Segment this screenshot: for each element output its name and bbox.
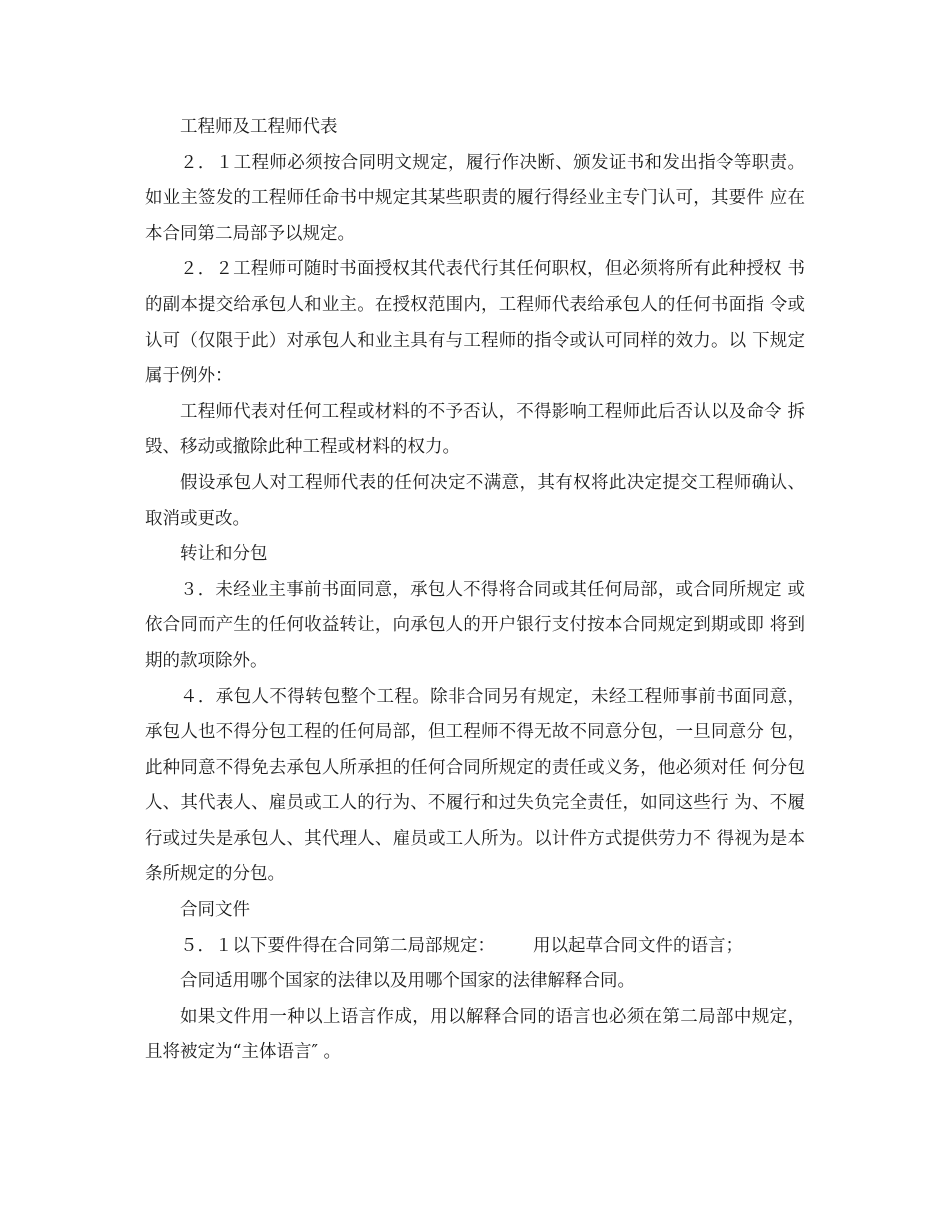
clause-5-1-main-language: 如果文件用一种以上语言作成，用以解释合同的语言也必须在第二局部中规定， 且将被定为“主体语言″ 。: [145, 1006, 805, 1063]
section-heading-engineer: 工程师及工程师代表: [180, 117, 338, 137]
clause-5-1-law: 合同适用哪个国家的法律以及用哪个国家的法律解释合同。: [180, 971, 635, 992]
clause-2-2-exception-a: 工程师代表对任何工程或材料的不予否认，不得影响工程师此后否认以及命令 拆毁、移动或撤除此种工程或材料的权力。: [145, 401, 805, 458]
section-heading-contract-documents: 合同文件: [180, 900, 250, 921]
clause-3: ３．未经业主事前书面同意，承包人不得将合同或其任何局部，或合同所规定 或依合同而产生的任何收益转让，向承包人的开户银行支付按本合同规定到期或即 将到期的款项除外。: [145, 579, 805, 671]
section-heading-assignment: 转让和分包: [180, 544, 268, 565]
clause-4: ４．承包人不得转包整个工程。除非合同另有规定，未经工程师事前书面同意， 承包人也不得分包工程的任何局部，但工程师不得无故不同意分包，一旦同意分 包，此种同意不得免去承包人所承担的任何合同所规定的责任或义务，他必须对任 何分包人、其代表人、雇员或工人的行为、不履行和过失负完全责任，如同这些行 为、不履行或过失是承包人、其代理人、雇员或工人所为。以计件方式提供劳力不 得视为是本条所规定的分包。: [145, 686, 805, 885]
document-body: [145, 110, 805, 1071]
clause-5-1-line: [145, 929, 805, 965]
clause-2-2: ２．２工程师可随时书面授权其代表代行其任何职权，但必须将所有此种授权 书的副本提交给承包人和业主。在授权范围内，工程师代表给承包人的任何书面指 令或认可（仅限于此）对承包人和业主具有与工程师的指令或认可同样的效力。以 下规定属于例外：: [145, 259, 805, 387]
clause-5-1-language: 用以起草合同文件的语言；: [533, 935, 743, 956]
clause-5-1-intro: ５．１以下要件得在合同第二局部规定：: [180, 935, 495, 956]
clause-2-1: ２．１工程师必须按合同明文规定，履行作决断、颁发证书和发出指令等职责。 如业主签发的工程师任命书中规定其某些职责的履行得经业主专门认可，其要件 应在本合同第二局部予以规定。: [145, 152, 805, 244]
clause-2-2-exception-b: 假设承包人对工程师代表的任何决定不满意，其有权将此决定提交工程师确认、 取消或更改。: [145, 472, 805, 529]
